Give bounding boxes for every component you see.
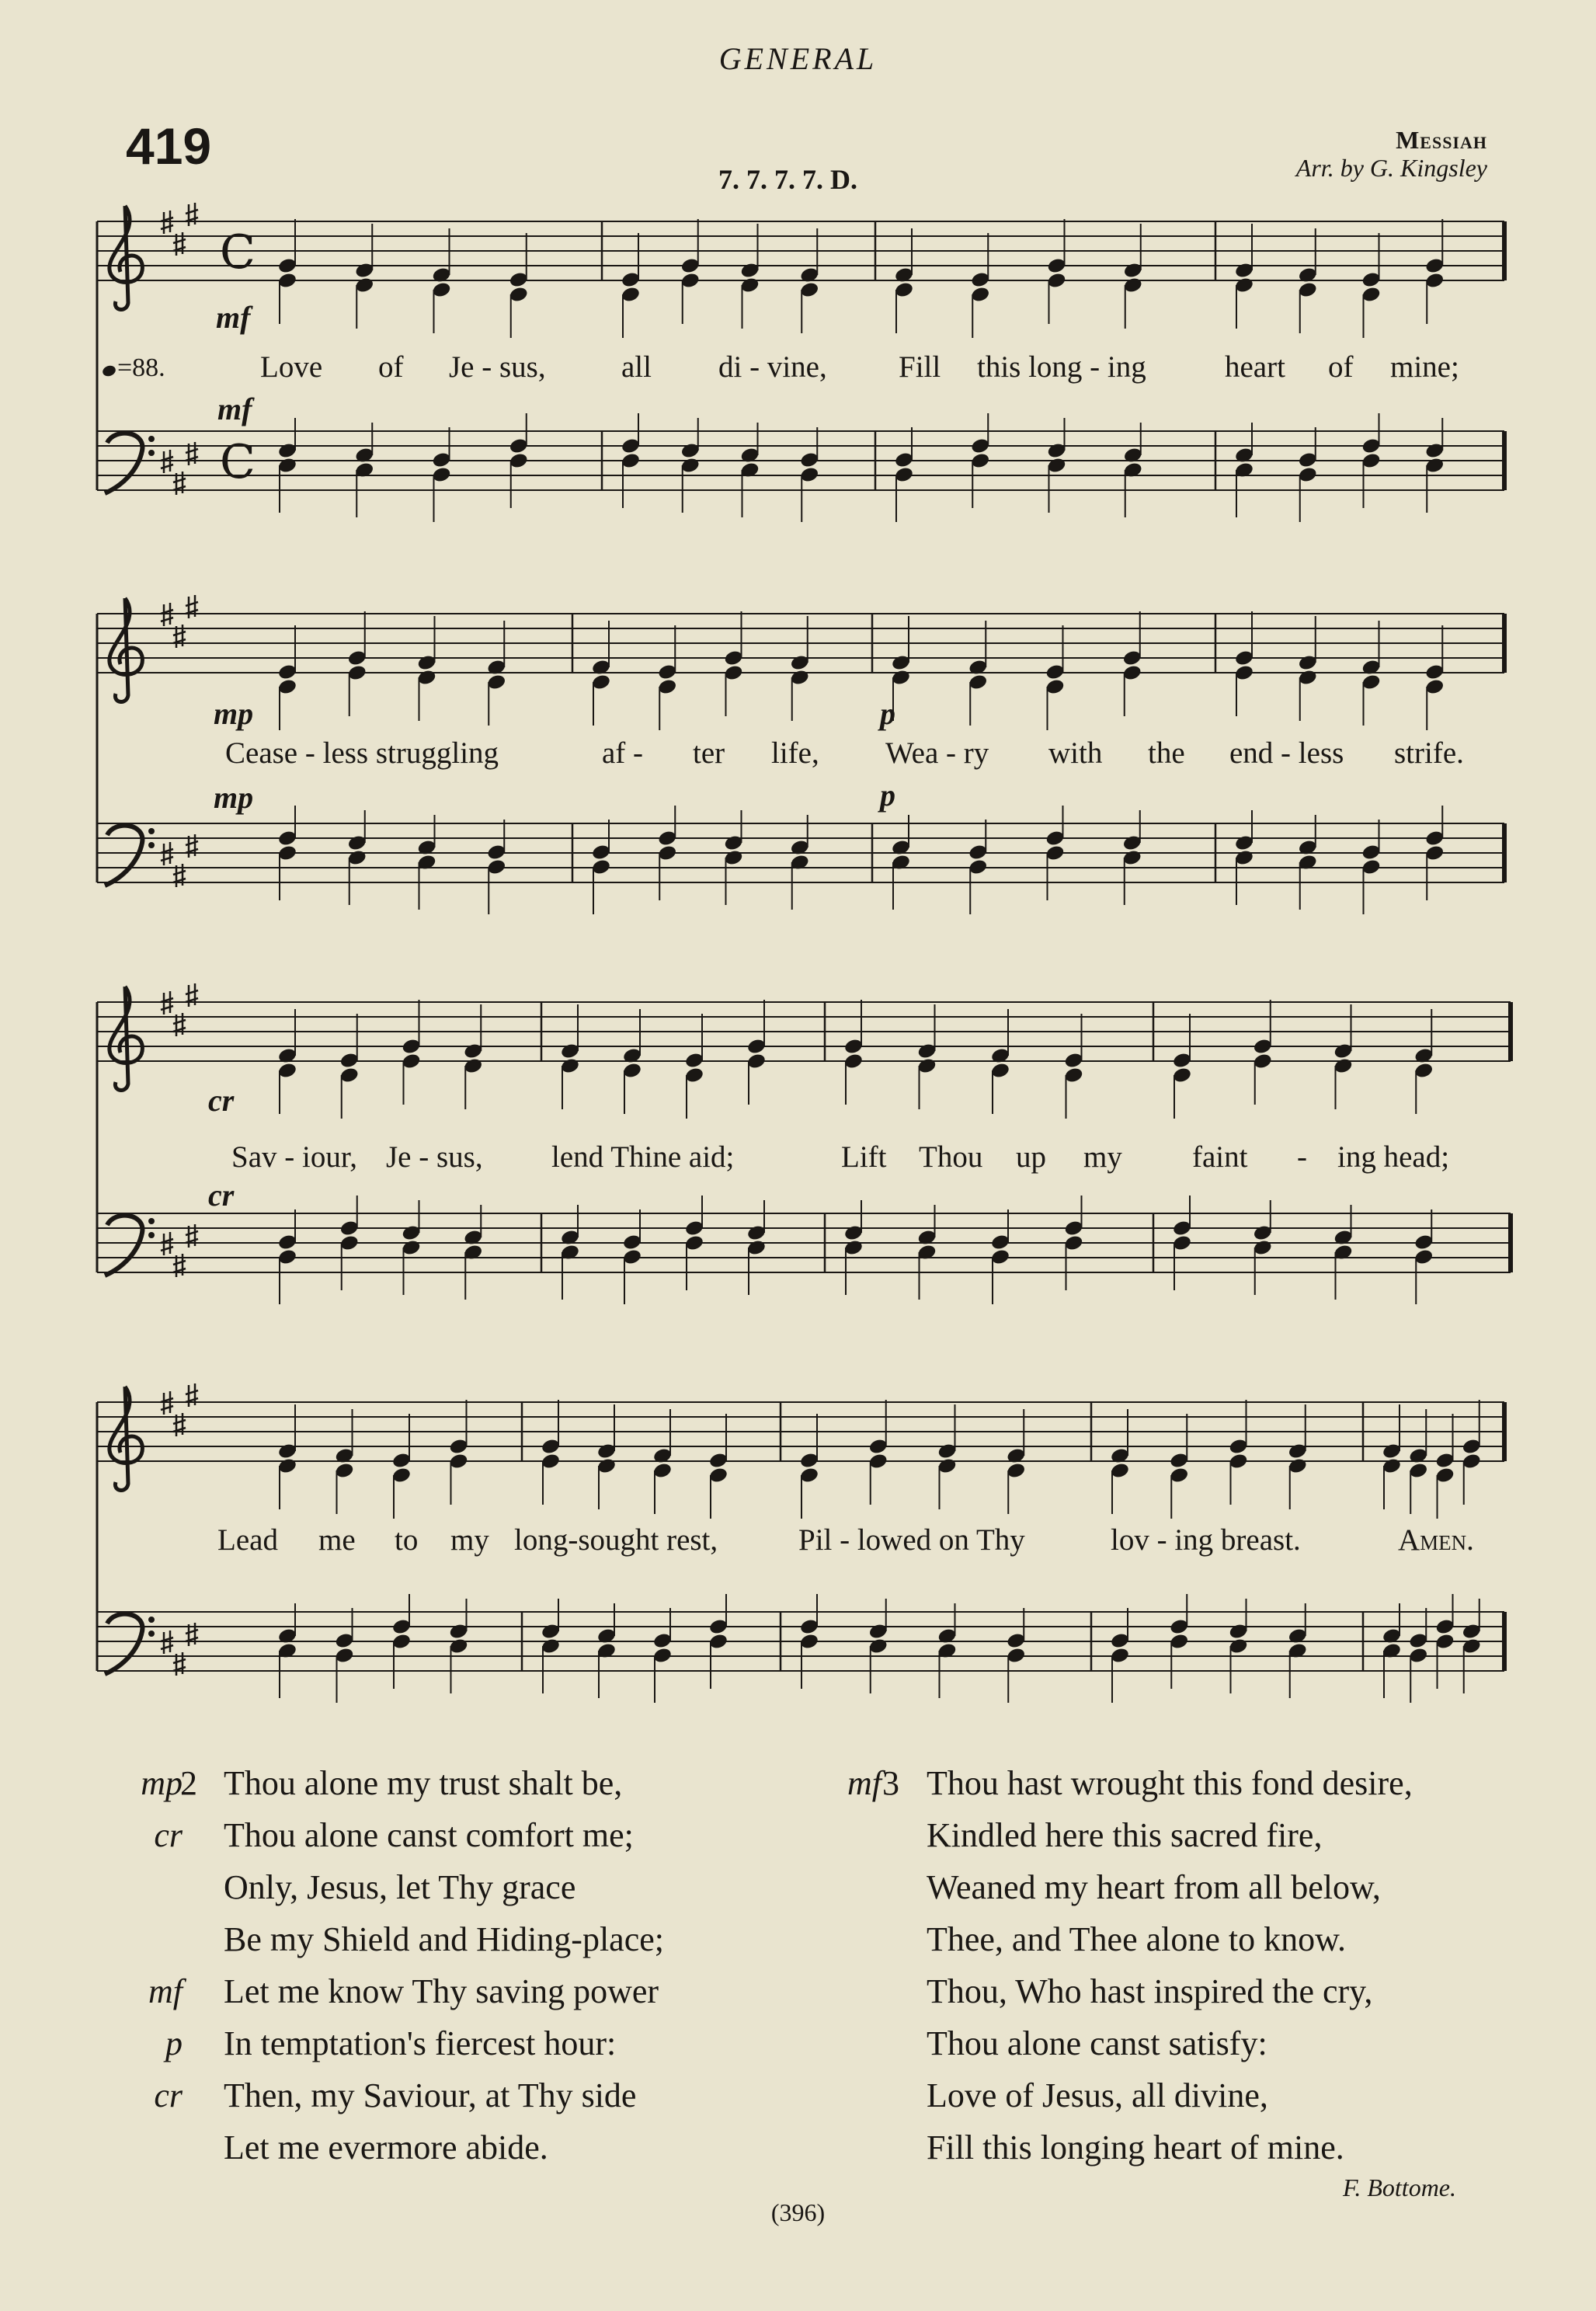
lyric: Lead — [217, 1523, 278, 1557]
lyric: Thou — [919, 1140, 983, 1174]
dynamic-mark: cr — [154, 1816, 183, 1854]
dynamic-bass-2: mp — [214, 780, 254, 815]
lyric: heart — [1225, 350, 1285, 384]
stanza-line — [109, 2121, 792, 2174]
bass-clef-icon — [105, 1614, 142, 1674]
lyric: the — [1148, 736, 1185, 770]
lyric: all — [621, 350, 652, 384]
clef-dot — [148, 450, 155, 456]
dynamic-mark: mf — [148, 1972, 183, 2010]
section-header: GENERAL — [718, 41, 878, 76]
lyric: Fill — [899, 350, 941, 384]
clef-dot — [148, 1631, 155, 1637]
clef-dot — [148, 1218, 155, 1224]
stanza-3 — [815, 1757, 1514, 2174]
stanza-line — [815, 1965, 1514, 2017]
dynamic-bass-1: mf — [217, 392, 252, 426]
dynamic-treble-1: mf — [216, 300, 251, 335]
lyric: Pil - lowed on Thy — [798, 1523, 1025, 1557]
lyric: Je - sus, — [449, 350, 546, 384]
sharp-icon — [186, 983, 198, 1007]
lyric: this long - ing — [977, 350, 1146, 384]
clef-dot — [148, 828, 155, 834]
author-credit: F. Bottome. — [1342, 2174, 1456, 2201]
stanza-line — [109, 1809, 792, 1861]
stanza-text: In temptation's fiercest hour: — [224, 2024, 617, 2062]
lyric: of — [378, 350, 404, 384]
lyric: strife. — [1394, 736, 1464, 770]
common-time-icon: C — [220, 225, 256, 280]
page-number: (396) — [770, 2198, 826, 2226]
stanza-line — [815, 1861, 1514, 1913]
lyric-amen: Amen. — [1398, 1523, 1474, 1557]
sharp-icon — [186, 203, 198, 226]
arranger: Arr. by G. Kingsley — [1295, 154, 1487, 182]
stanza-text: Thou alone canst comfort me; — [224, 1816, 634, 1854]
lyric: faint — [1192, 1140, 1248, 1174]
hymn-number: 419 — [126, 117, 212, 175]
stanza-text: Thou alone canst satisfy: — [927, 2024, 1267, 2062]
lyric: to — [395, 1523, 419, 1557]
stanza-text: Thou alone my trust shalt be, — [224, 1764, 623, 1802]
stanza-line — [815, 2121, 1514, 2174]
bass-clef-icon — [105, 826, 142, 886]
lyric: mine; — [1390, 350, 1459, 384]
stanza-text: Let me evermore abide. — [224, 2128, 548, 2167]
bass-clef-icon — [105, 433, 142, 493]
lyric: - — [1297, 1140, 1307, 1174]
lyric: Lift — [841, 1140, 887, 1174]
lyric: Wea - ry — [885, 736, 989, 770]
common-time-icon: C — [220, 435, 256, 489]
lyric: of — [1328, 350, 1354, 384]
dynamic-mark: mp — [141, 1764, 183, 1802]
lyric: Cease - less struggling — [225, 736, 499, 770]
stanza-line — [109, 1861, 792, 1913]
lyric: af - — [602, 736, 644, 770]
clef-dot — [148, 436, 155, 442]
lyric: end - less — [1229, 736, 1344, 770]
stanza-text: Then, my Saviour, at Thy side — [224, 2076, 637, 2114]
stanza-text: Thee, and Thee alone to know. — [927, 1920, 1347, 1958]
lyric: long-sought rest, — [514, 1523, 718, 1557]
stanza-text: Thou, Who hast inspired the cry, — [927, 1972, 1373, 2010]
tempo-value: =88. — [117, 353, 165, 382]
lyric: up — [1016, 1140, 1046, 1174]
sharp-icon — [186, 1383, 198, 1407]
stanza-line — [815, 1757, 1514, 1809]
stanza-line — [109, 1913, 792, 1965]
dynamic-bass-2b: p — [880, 778, 895, 813]
stanza-text: Only, Jesus, let Thy grace — [224, 1868, 576, 1906]
lyric: with — [1048, 736, 1103, 770]
bass-clef-icon — [105, 1216, 142, 1276]
stanza-text: Thou hast wrought this fond desire, — [927, 1764, 1413, 1802]
dynamic-mark: mf — [847, 1764, 881, 1802]
lyric: my — [1083, 1140, 1122, 1174]
dynamic-treble-3: cr — [208, 1083, 235, 1118]
tune-name: Messiah — [1396, 126, 1487, 154]
verse-number: 3 — [882, 1764, 899, 1802]
verse-number: 2 — [180, 1764, 197, 1802]
dynamic-mark: cr — [154, 2076, 183, 2114]
lyric: lend Thine aid; — [551, 1140, 735, 1174]
lyric: Je - sus, — [386, 1140, 483, 1174]
dynamic-treble-2b: p — [880, 696, 895, 731]
stanza-text: Let me know Thy saving power — [224, 1972, 659, 2010]
lyric: Love — [260, 350, 323, 384]
stanza-text: Be my Shield and Hiding-place; — [224, 1920, 664, 1958]
stanza-line — [815, 1809, 1514, 1861]
lyric: life, — [771, 736, 819, 770]
stanza-line — [109, 2017, 792, 2069]
stanza-line — [109, 1965, 792, 2017]
stanza-text: Kindled here this sacred fire, — [927, 1816, 1323, 1854]
lyric: my — [450, 1523, 489, 1557]
lyric: lov - ing breast. — [1111, 1523, 1301, 1557]
lyric: di - vine, — [718, 350, 827, 384]
lyric: ing head; — [1337, 1140, 1450, 1174]
lyric: ter — [693, 736, 725, 770]
stanza-line — [815, 2069, 1514, 2121]
clef-dot — [148, 1232, 155, 1238]
dynamic-treble-2: mp — [214, 696, 254, 731]
stanza-line — [815, 2017, 1514, 2069]
stanza-2 — [109, 1757, 792, 2174]
stanza-line — [109, 1757, 792, 1809]
lyric: Sav - iour, — [231, 1140, 357, 1174]
stanza-line — [815, 1913, 1514, 1965]
dynamic-mark: p — [165, 2024, 183, 2062]
clef-dot — [148, 1617, 155, 1623]
stanza-text: Fill this longing heart of mine. — [927, 2128, 1344, 2167]
sharp-icon — [186, 595, 198, 618]
clef-dot — [148, 842, 155, 848]
stanza-line — [109, 2069, 792, 2121]
stanza-text: Weaned my heart from all below, — [927, 1868, 1381, 1906]
lyric: me — [318, 1523, 356, 1557]
dynamic-bass-3: cr — [208, 1178, 235, 1213]
meter: 7. 7. 7. 7. D. — [718, 164, 857, 195]
stanza-text: Love of Jesus, all divine, — [927, 2076, 1268, 2114]
